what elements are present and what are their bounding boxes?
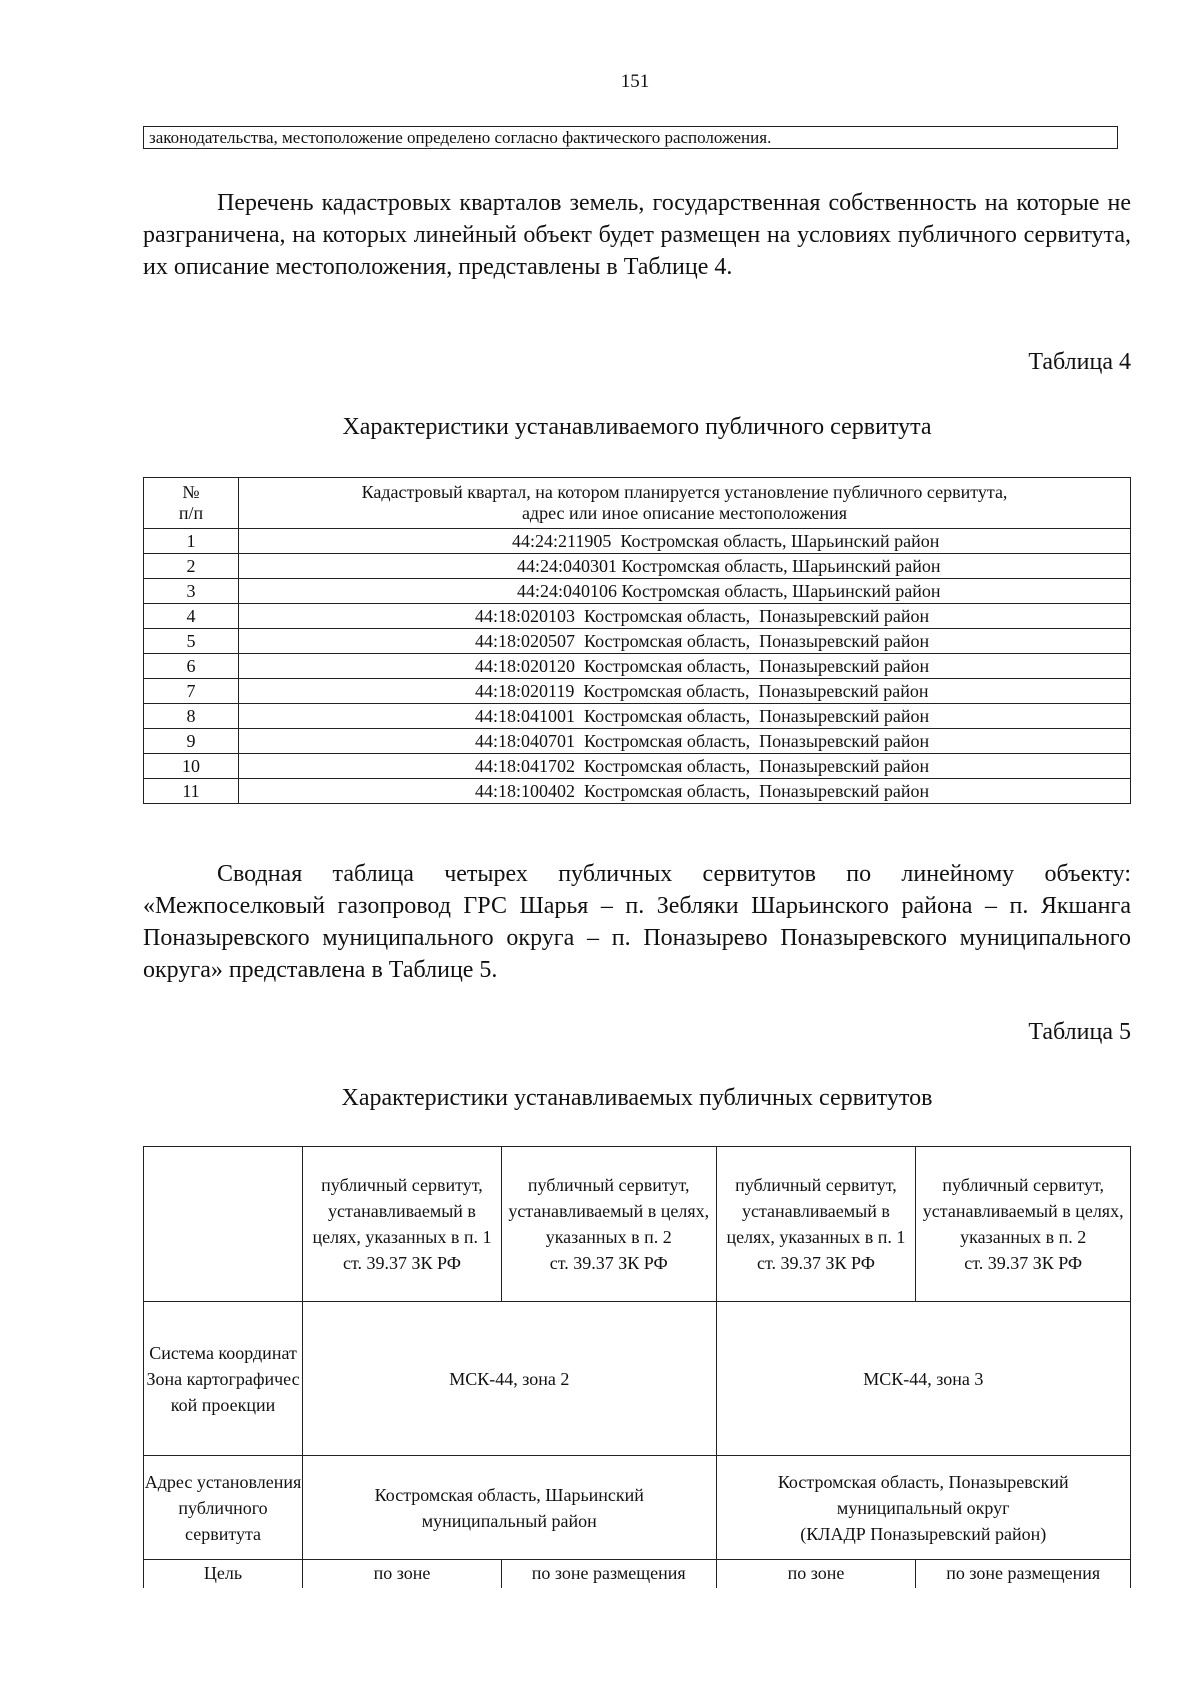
table4 [143,477,1131,804]
table5-row-label: Цель [144,1560,303,1589]
table-row [144,579,1131,604]
row-num: 5 [144,629,239,654]
row-num: 1 [144,529,239,554]
row-num: 6 [144,654,239,679]
page-number: 151 [620,71,650,92]
table5-col-header: публичный сервитут, устанавливаемый в целях, указанных в п. 1 ст. 39.37 ЗК РФ [303,1147,502,1302]
table5-address-right: Костромская область, Поназыревский муниципальный округ (КЛАДР Поназыревский район) [716,1456,1130,1560]
table-row [144,754,1131,779]
table5-goal-cell: по зоне [716,1560,916,1589]
row-num: 2 [144,554,239,579]
table5-col-header: публичный сервитут, устанавливаемый в целях, указанных в п. 2 ст. 39.37 ЗК РФ [501,1147,716,1302]
row-desc: 44:24:040106 Костромская область, Шарьинский район [239,579,1131,604]
row-desc: 44:18:041001 Костромская область, Поназыревский район [239,704,1131,729]
table5-address-left: Костромская область, Шарьинский муниципальный район [303,1456,716,1560]
table5-row-label: Система координат Зона картографической проекции [144,1302,303,1456]
table4-label: Таблица 4 [1028,349,1131,375]
table-row [144,554,1131,579]
table5 [143,1146,1131,1589]
table5-header-row [144,1147,1131,1302]
table5-goal-cell: по зоне размещения [916,1560,1131,1589]
table5-header-empty [144,1147,303,1302]
page-bottom-margin [0,1588,1200,1697]
row-desc: 44:24:211905 Костромская область, Шарьинский район [239,529,1131,554]
row-num: 8 [144,704,239,729]
table5-crs-right: МСК-44, зона 3 [716,1302,1130,1456]
table5-col-header: публичный сервитут, устанавливаемый в целях, указанных в п. 2 ст. 39.37 ЗК РФ [916,1147,1131,1302]
table4-header-num: № п/п [144,478,239,529]
table5-address-row [144,1456,1131,1560]
row-desc: 44:24:040301 Костромская область, Шарьинский район [239,554,1131,579]
row-desc: 44:18:020119 Костромская область, Поназыревский район [239,679,1131,704]
paragraph-intro-table4: Перечень кадастровых кварталов земель, государственная собственность на которые не разграничена, на которых линейный объект будет размещен на условиях публичного сервитута, их описание местоположения, представлены в Таблице 4. [143,190,1131,280]
row-desc: 44:18:040701 Костромская область, Поназыревский район [239,729,1131,754]
paragraph-intro-table5: Сводная таблица четырех публичных сервитутов по линейному объекту: «Межпоселковый газопровод ГРС Шарья – п. Зебляки Шарьинского района – п. Якшанга Поназыревского муниципального округа – п. Поназырево Поназыревского муниципального округа» представлена в Таблице 5. [143,861,1131,983]
table5-crs-left: МСК-44, зона 2 [303,1302,716,1456]
table5-crs-row [144,1302,1131,1456]
row-num: 4 [144,604,239,629]
row-num: 7 [144,679,239,704]
table4-header-row [144,478,1131,529]
table5-col-header: публичный сервитут, устанавливаемый в целях, указанных в п. 1 ст. 39.37 ЗК РФ [716,1147,916,1302]
row-desc: 44:18:020120 Костромская область, Поназыревский район [239,654,1131,679]
table-row [144,604,1131,629]
table5-label: Таблица 5 [1028,1019,1131,1045]
row-num: 3 [144,579,239,604]
table4-title: Характеристики устанавливаемого публичного сервитута [342,414,932,440]
row-desc: 44:18:100402 Костромская область, Поназыревский район [239,779,1131,804]
table-row [144,679,1131,704]
table5-title: Характеристики устанавливаемых публичных сервитутов [341,1085,933,1111]
table5-goal-cell: по зоне размещения [501,1560,716,1589]
table-row [144,629,1131,654]
continued-table-row: законодательства, местоположение определено согласно фактического расположения. [143,126,1118,149]
row-desc: 44:18:020103 Костромская область, Поназыревский район [239,604,1131,629]
row-desc: 44:18:041702 Костромская область, Поназыревский район [239,754,1131,779]
row-num: 9 [144,729,239,754]
table-row [144,529,1131,554]
table-row [144,704,1131,729]
table5-row-label: Адрес установления публичного сервитута [144,1456,303,1560]
table4-header-desc: Кадастровый квартал, на котором планируется установление публичного сервитута, адрес или иное описание местоположения [239,478,1131,529]
table5-goal-cell: по зоне [303,1560,502,1589]
table-row [144,779,1131,804]
row-num: 11 [144,779,239,804]
table-row [144,654,1131,679]
row-desc: 44:18:020507 Костромская область, Поназыревский район [239,629,1131,654]
table-row [144,729,1131,754]
row-num: 10 [144,754,239,779]
table5-goal-row [144,1560,1131,1589]
